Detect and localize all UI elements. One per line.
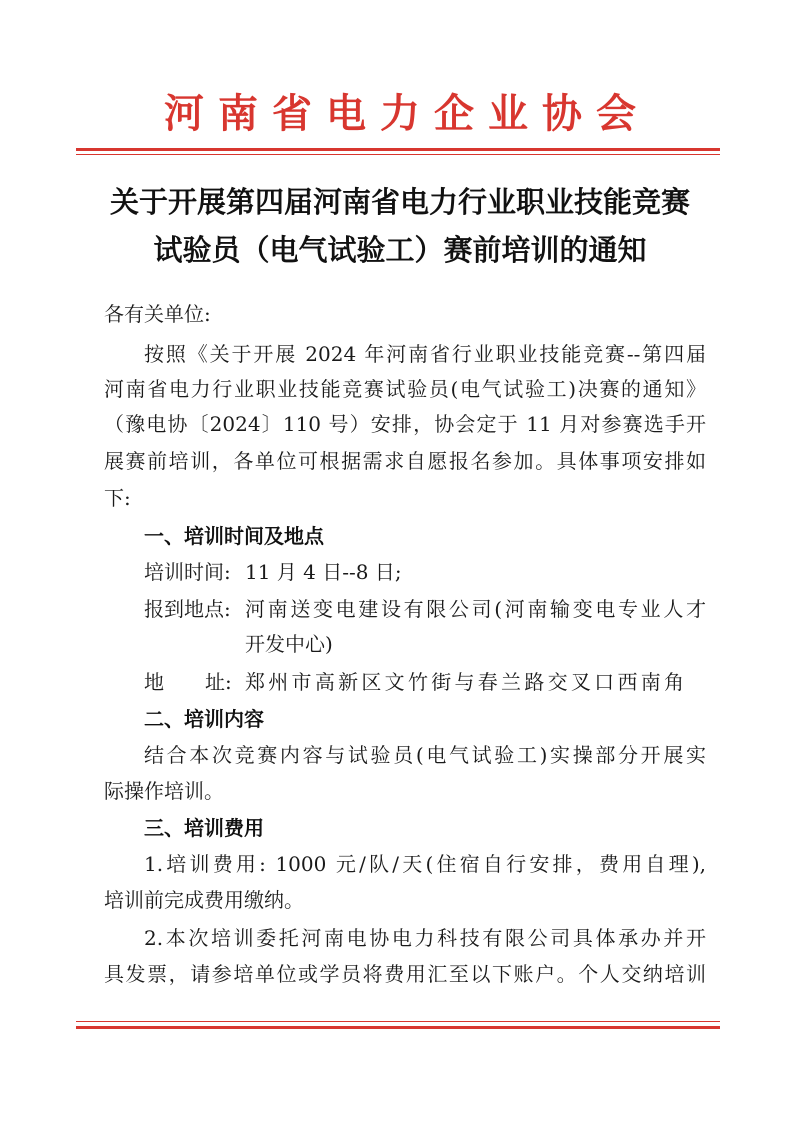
section-heading-2: 二、培训内容 xyxy=(144,707,264,731)
address-value: 郑州市高新区文竹街与春兰路交叉口西南角 xyxy=(245,670,684,694)
intro-line-4: 展赛前培训，各单位可根据需求自愿报名参加。具体事项安排如 xyxy=(104,449,706,473)
document-title-line-2: 试验员（电气试验工）赛前培训的通知 xyxy=(153,233,647,267)
salutation: 各有关单位: xyxy=(104,302,211,326)
content-line-1: 结合本次竞赛内容与试验员(电气试验工)实操部分开展实 xyxy=(144,743,706,767)
training-time-value: 11 月 4 日--8 日; xyxy=(245,560,402,584)
org-header: 河南省电力企业协会 xyxy=(164,90,650,137)
fee-item-1-line-2: 培训前完成费用缴纳。 xyxy=(104,888,304,912)
section-heading-1: 一、培训时间及地点 xyxy=(144,524,324,548)
location-value-line-2: 开发中心) xyxy=(245,632,333,656)
intro-line-2: 河南省电力行业职业技能竞赛试验员(电气试验工)决赛的通知》 xyxy=(104,377,706,401)
address-label-char-2: 址: xyxy=(205,670,232,694)
document-title-line-1: 关于开展第四届河南省电力行业职业技能竞赛 xyxy=(109,185,690,219)
footer-rule-thick xyxy=(76,1026,720,1029)
intro-line-1: 按照《关于开展 2024 年河南省行业职业技能竞赛--第四届 xyxy=(144,342,706,366)
fee-item-2-line-2: 具发票，请参培单位或学员将费用汇至以下账户。个人交纳培训 xyxy=(104,962,706,986)
fee-item-1-line-1: 1.培训费用: 1000 元/队/天(住宿自行安排，费用自理), xyxy=(144,852,706,876)
header-rule-thin xyxy=(76,154,720,155)
footer-rule-thin xyxy=(76,1021,720,1022)
training-time-label: 培训时间: xyxy=(144,560,231,584)
address-label-char-1: 地 xyxy=(144,670,164,694)
intro-line-5: 下: xyxy=(104,486,131,510)
fee-item-2-line-1: 2.本次培训委托河南电协电力科技有限公司具体承办并开 xyxy=(144,926,706,950)
header-rule-thick xyxy=(76,148,720,151)
content-line-2: 际操作培训。 xyxy=(104,779,224,803)
intro-line-3: （豫电协〔2024〕110 号）安排，协会定于 11 月对参赛选手开 xyxy=(104,412,706,436)
location-label: 报到地点: xyxy=(144,597,231,621)
location-value-line-1: 河南送变电建设有限公司(河南输变电专业人才 xyxy=(245,597,706,621)
section-heading-3: 三、培训费用 xyxy=(144,816,264,840)
